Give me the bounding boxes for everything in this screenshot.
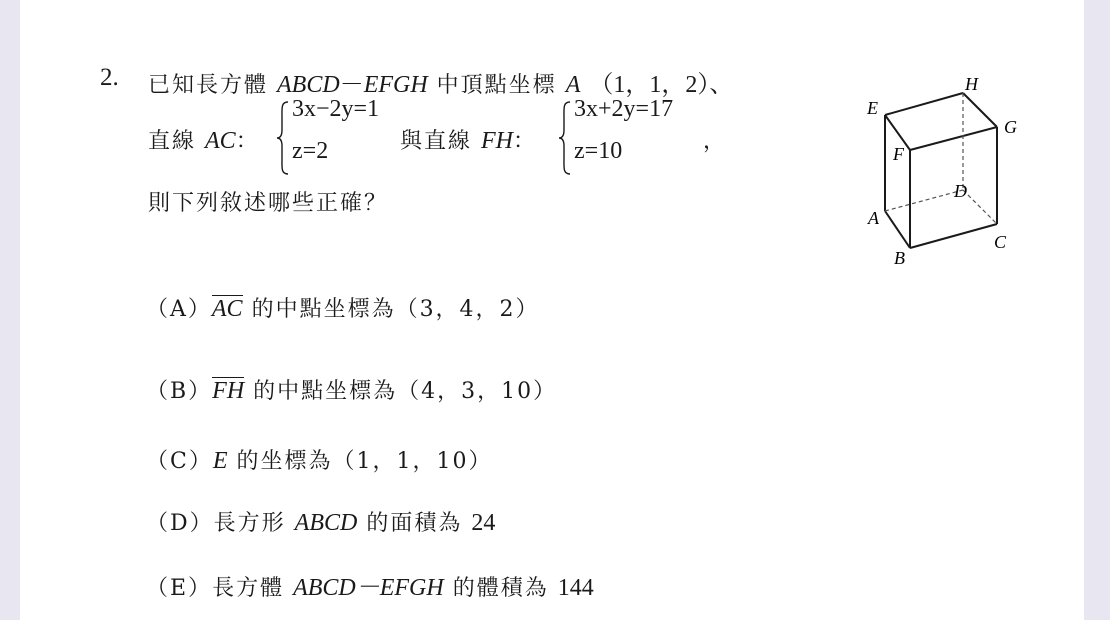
vertex-label-a: A (868, 208, 879, 228)
stem-colon: ： (235, 129, 260, 154)
left-brace-icon (276, 100, 290, 176)
option-a[interactable] (146, 292, 540, 323)
option-letter: （C） (146, 449, 213, 474)
option-text: 的體積為 (452, 576, 549, 601)
stem-math: A (565, 72, 581, 98)
point-a-coordinates: （1，1，2）、 (589, 72, 734, 98)
stem-math: FH (481, 128, 514, 154)
option-var: ABCD (294, 510, 358, 536)
vertex-label-g: G (1004, 117, 1017, 137)
option-e[interactable] (146, 567, 594, 602)
option-var: E (212, 448, 228, 474)
stem-colon: ： (513, 129, 538, 154)
question-number: 2. (100, 64, 119, 91)
line-fh-equation-2: z=10 (574, 138, 623, 164)
line-ac-equation-1: 3x−2y=1 (292, 96, 380, 122)
stem-comma: ， (703, 129, 728, 154)
stem-text: 與直線 (400, 129, 473, 154)
option-letter: （B） (146, 379, 213, 404)
option-prefix: 長方體 (212, 576, 285, 601)
stem-math: AC (205, 128, 236, 154)
option-b[interactable] (146, 374, 557, 405)
option-number: 24 (471, 510, 496, 536)
option-d[interactable] (146, 506, 495, 537)
question-stem-line-3: 則下列敘述哪些正確？ (148, 191, 389, 216)
option-number: 144 (557, 575, 594, 601)
vertex-label-b: B (894, 248, 905, 268)
option-text: 的面積為 (366, 511, 463, 536)
question-stem-line-1 (148, 64, 733, 99)
vertex-label-d: D (954, 181, 967, 201)
line-fh-equation-1: 3x+2y=17 (574, 96, 674, 122)
vertex-label-f: F (893, 144, 904, 164)
option-text: 的坐標為（1，1，10） (236, 449, 493, 474)
stem-text: 已知長方體 (148, 73, 269, 98)
vertex-label-h: H (965, 74, 978, 94)
stem-math: ABCD (277, 72, 340, 98)
option-var: ABCD－EFGH (293, 575, 444, 601)
question-stem-line-2b (400, 124, 537, 155)
option-letter: （D） (146, 511, 214, 536)
segment-fh: FH (212, 378, 245, 404)
segment-ac: AC (211, 296, 243, 322)
option-prefix: 長方形 (213, 511, 286, 536)
worksheet-page (20, 0, 1084, 620)
stem-text: 中頂點坐標 (436, 73, 557, 98)
stem-text: 直線 (148, 129, 197, 154)
rectangular-box-figure (835, 70, 1035, 270)
stem-math: EFGH (363, 72, 428, 98)
vertex-label-c: C (994, 232, 1007, 252)
stem-dash: － (339, 72, 364, 98)
option-text: 的中點坐標為（4，3，10） (253, 379, 558, 404)
option-c[interactable] (146, 444, 493, 475)
option-letter: （A） (146, 297, 212, 322)
option-letter: （E） (146, 576, 213, 601)
question-stem-line-2 (148, 124, 260, 155)
left-brace-icon (558, 100, 572, 176)
line-ac-equation-2: z=2 (292, 138, 329, 164)
vertex-label-e: E (867, 98, 878, 118)
option-text: 的中點坐標為（3，4，2） (251, 297, 540, 322)
